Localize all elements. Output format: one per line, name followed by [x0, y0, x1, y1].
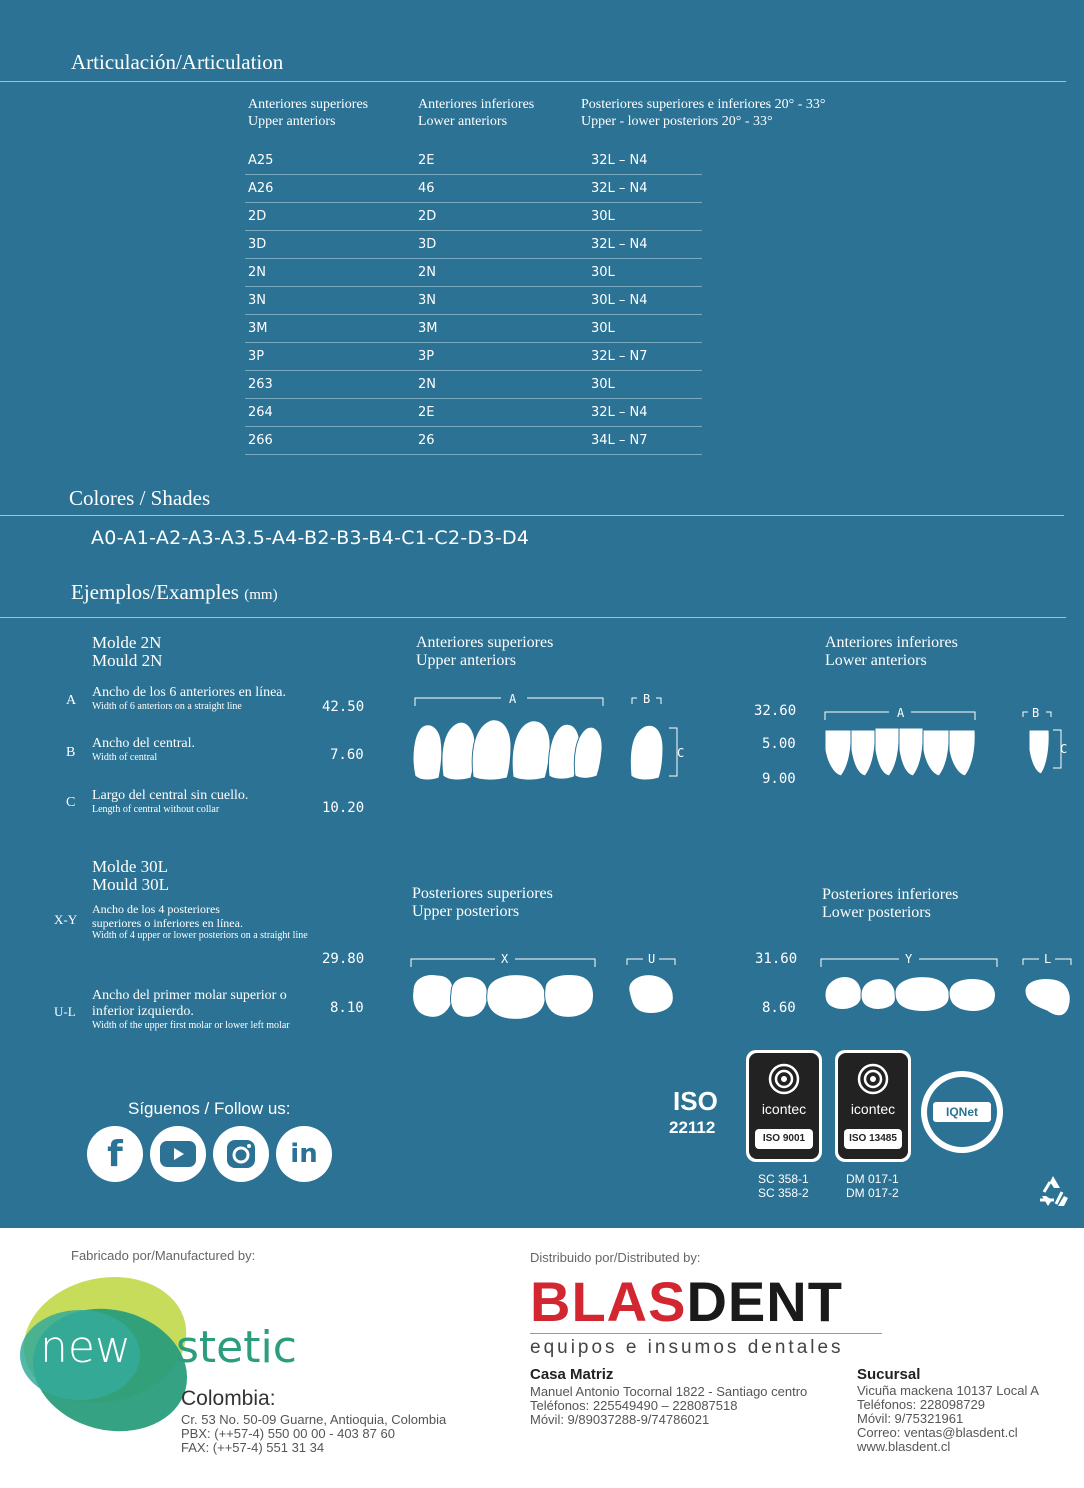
branch-lines: Vicuña mackena 10137 Local A Teléfonos: 228098729 Móvil: 9/75321961 Correo: ventas@blasdent.cl www.blasdent.cl — [857, 1383, 1039, 1454]
svg-text:B: B — [1032, 706, 1040, 720]
table-cell: 2N — [418, 377, 436, 392]
measure-b-desc: Ancho del central. Width of central — [92, 736, 196, 763]
svg-text:U: U — [648, 952, 656, 966]
svg-text:A: A — [897, 706, 905, 720]
icontec-icon — [857, 1063, 889, 1095]
svg-text:A: A — [509, 692, 517, 706]
table-cell: A26 — [248, 181, 274, 196]
table-cell: 266 — [248, 433, 273, 448]
measure-ul-desc: Ancho del primer molar superior o inferior izquierdo. Width of the upper first molar or lower left molar — [92, 988, 290, 1031]
table-cell: 264 — [248, 405, 273, 420]
table-row — [245, 286, 702, 315]
measure-letter-xy: X-Y — [54, 912, 78, 927]
newstetic-logo-stetic: stetic — [176, 1322, 297, 1373]
iso-number: 22112 — [669, 1118, 716, 1137]
lower-anteriors-value-b: 5.00 — [762, 736, 796, 752]
upper-anteriors-label: Anteriores superiores Upper anteriors — [416, 634, 554, 669]
svg-text:X: X — [501, 952, 509, 966]
upper-posteriors-diagram — [405, 945, 695, 1025]
svg-text:Y: Y — [905, 952, 913, 966]
lower-anteriors-label: Anteriores inferiores Lower anteriors — [825, 634, 958, 669]
mould-30l-title: Molde 30L Mould 30L — [92, 857, 169, 894]
table-row — [245, 230, 702, 259]
upper-posteriors-label: Posteriores superiores Upper posteriors — [412, 885, 553, 920]
articulation-title: Articulación/Articulation — [71, 50, 284, 74]
divider — [0, 81, 1066, 82]
facebook-icon[interactable]: f — [87, 1126, 143, 1182]
table-row — [245, 258, 702, 287]
logo-rule — [530, 1333, 882, 1334]
table-cell: 263 — [248, 377, 273, 392]
measure-ul-value: 8.10 — [330, 1000, 364, 1016]
iso9001-codes: SC 358-1 SC 358-2 — [758, 1172, 809, 1200]
table-cell: 3N — [418, 293, 436, 308]
table-row — [245, 370, 702, 399]
manufacturer-address: Cr. 53 No. 50-09 Guarne, Antioquia, Colombia PBX: (++57-4) 550 00 00 - 403 87 60 FAX: (++57-4) 551 31 34 — [181, 1412, 447, 1455]
table-cell: 30L – N4 — [591, 293, 648, 308]
table-cell: 3M — [418, 321, 438, 336]
table-row — [245, 314, 702, 343]
measure-letter-a: A — [66, 693, 77, 708]
table-row — [245, 202, 702, 231]
icontec-iso9001-badge: icontec ISO 9001 — [746, 1050, 822, 1162]
table-cell: 2E — [418, 153, 435, 168]
table-cell: 2D — [248, 209, 267, 224]
iqnet-seal: IQNet — [921, 1071, 1003, 1153]
youtube-icon[interactable] — [150, 1126, 206, 1182]
measure-c-desc: Largo del central sin cuello. Length of central without collar — [92, 788, 249, 815]
table-row — [245, 398, 702, 427]
table-cell: 2E — [418, 405, 435, 420]
table-row — [245, 174, 702, 203]
distributor-label: Distribuido por/Distributed by: — [530, 1250, 701, 1265]
measure-a-value: 42.50 — [322, 699, 365, 715]
table-cell: 3M — [248, 321, 268, 336]
table-cell: 3P — [248, 349, 265, 364]
lower-anteriors-diagram — [815, 690, 1075, 785]
follow-us-label: Síguenos / Follow us: — [128, 1099, 291, 1118]
table-cell: 3P — [418, 349, 435, 364]
svg-text:B: B — [643, 692, 651, 706]
main-office-lines: Manuel Antonio Tocornal 1822 - Santiago centro Teléfonos: 225549490 – 228087518 Móvil: 9/89037288-9/74786021 — [530, 1384, 808, 1427]
linkedin-icon[interactable]: in — [276, 1126, 332, 1182]
table-cell: 3D — [248, 237, 267, 252]
lower-posteriors-value-y: 31.60 — [755, 951, 798, 967]
measure-a-desc: Ancho de los 6 anteriores en línea. Width of 6 anteriors on a straight line — [92, 685, 286, 712]
measure-c-value: 10.20 — [322, 800, 365, 816]
lower-posteriors-label: Posteriores inferiores Lower posteriors — [822, 886, 959, 921]
table-cell: 2N — [248, 265, 266, 280]
table-header-upper-anteriors: Anteriores superiores Upper anteriors — [248, 97, 369, 129]
icontec-iso13485-badge: icontec ISO 13485 — [835, 1050, 911, 1162]
divider — [0, 515, 1064, 516]
table-cell: 32L – N4 — [591, 405, 648, 420]
table-cell: 30L — [591, 321, 615, 336]
svg-text:C: C — [1060, 742, 1068, 756]
table-row — [245, 426, 702, 455]
icontec-icon — [768, 1063, 800, 1095]
table-cell: A25 — [248, 153, 274, 168]
table-header-lower-anteriors: Anteriores inferiores Lower anteriors — [418, 97, 535, 129]
measure-xy-value: 29.80 — [322, 951, 365, 967]
blasdent-tagline: equipos e insumos dentales — [530, 1337, 844, 1358]
table-cell: 2D — [418, 209, 437, 224]
examples-title: Ejemplos/Examples (mm) — [71, 580, 278, 604]
table-cell: 26 — [418, 433, 435, 448]
table-cell: 3D — [418, 237, 437, 252]
measure-letter-ul: U-L — [54, 1004, 76, 1019]
table-row — [245, 146, 702, 175]
table-cell: 46 — [418, 181, 435, 196]
table-cell: 32L – N4 — [591, 153, 648, 168]
measure-b-value: 7.60 — [330, 747, 364, 763]
svg-text:L: L — [1044, 952, 1052, 966]
blasdent-logo: BLASDENT — [530, 1270, 843, 1333]
table-header-posteriors: Posteriores superiores e inferiores 20° - 33° Upper - lower posteriors 20° - 33° — [581, 97, 826, 129]
instagram-icon[interactable] — [213, 1126, 269, 1182]
table-cell: 2N — [418, 265, 436, 280]
iso13485-codes: DM 017-1 DM 017-2 — [846, 1172, 899, 1200]
shade-list: A0-A1-A2-A3-A3.5-A4-B2-B3-B4-C1-C2-D3-D4 — [91, 527, 530, 549]
table-row — [245, 342, 702, 371]
newstetic-logo-new: new — [40, 1322, 131, 1373]
lower-anteriors-value-c: 9.00 — [762, 771, 796, 787]
table-cell: 3N — [248, 293, 266, 308]
table-cell: 32L – N4 — [591, 237, 648, 252]
manufacturer-label: Fabricado por/Manufactured by: — [71, 1248, 256, 1263]
manufacturer-country: Colombia: — [181, 1387, 276, 1410]
shades-title: Colores / Shades — [69, 486, 211, 510]
branch-title: Sucursal — [857, 1366, 921, 1383]
table-cell: 34L – N7 — [591, 433, 648, 448]
measure-letter-c: C — [66, 795, 76, 810]
measure-letter-b: B — [66, 745, 76, 760]
main-office-title: Casa Matriz — [530, 1366, 614, 1383]
measure-xy-desc: Ancho de los 4 posteriores superiores o inferiores en línea. Width of 4 upper or lower posteriors on a straight line — [92, 902, 308, 941]
table-cell: 30L — [591, 377, 615, 392]
svg-text:C: C — [677, 746, 685, 760]
table-cell: 30L — [591, 265, 615, 280]
mould-2n-title: Molde 2N Mould 2N — [92, 633, 163, 670]
recycle-icon — [1034, 1172, 1072, 1210]
table-cell: 32L – N4 — [591, 181, 648, 196]
divider — [0, 617, 1066, 618]
table-cell: 30L — [591, 209, 615, 224]
table-cell: 32L – N7 — [591, 349, 648, 364]
lower-anteriors-value-a: 32.60 — [754, 703, 797, 719]
lower-posteriors-value-l: 8.60 — [762, 1000, 796, 1016]
lower-posteriors-diagram — [815, 945, 1080, 1025]
iso-label: ISO — [673, 1086, 718, 1116]
upper-anteriors-diagram — [405, 688, 695, 788]
